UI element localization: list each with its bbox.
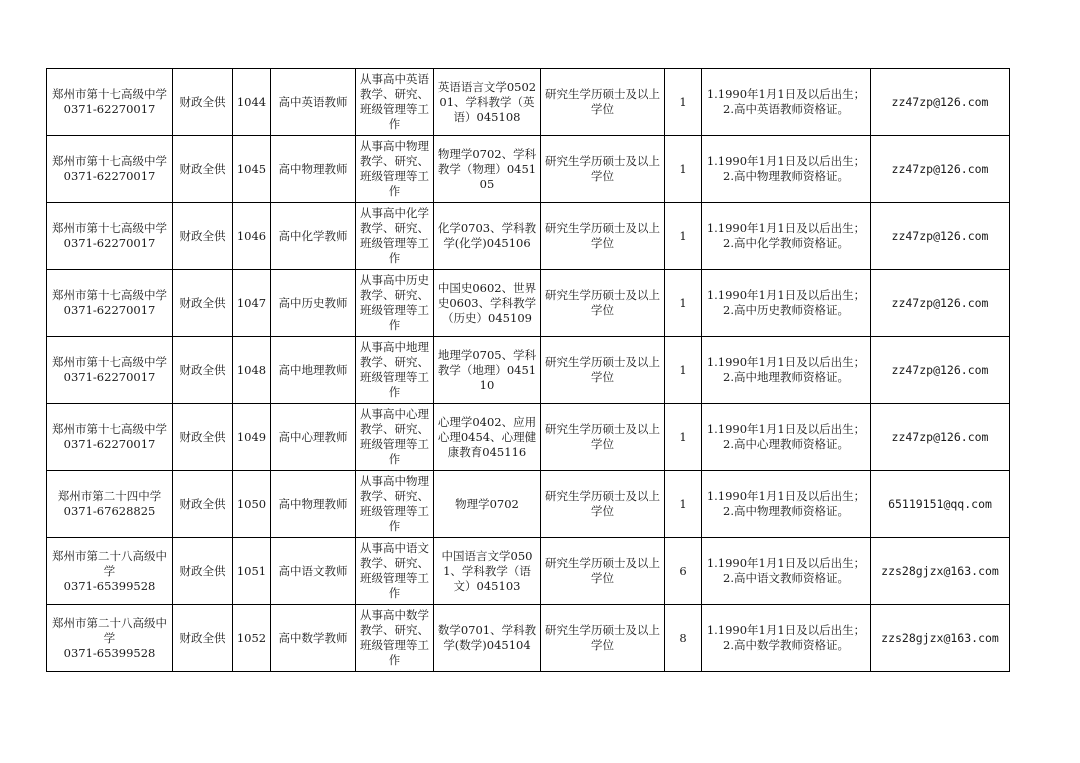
unit-cell: [47, 69, 173, 136]
education-cell: 研究生学历硕士及以上学位: [541, 136, 665, 203]
table-row: [47, 136, 1010, 203]
major-cell: 化学0703、学科教学(化学)045106: [434, 203, 541, 270]
position-name-cell: 高中心理教师: [271, 404, 356, 471]
unit-name: 郑州市第十七高级中学: [52, 154, 167, 168]
funding-cell: 财政全供: [173, 69, 233, 136]
unit-name: 郑州市第十七高级中学: [52, 355, 167, 369]
requirement-certificate: 2.高中物理教师资格证。: [723, 504, 849, 518]
table-row: [47, 404, 1010, 471]
email-cell: 65119151@qq.com: [871, 471, 1010, 538]
requirement-certificate: 2.高中地理教师资格证。: [723, 370, 849, 384]
unit-name: 郑州市第十七高级中学: [52, 87, 167, 101]
major-cell: 中国语言文学0501、学科教学（语文）045103: [434, 538, 541, 605]
duties-cell: 从事高中物理教学、研究、班级管理等工作: [356, 136, 434, 203]
education-cell: 研究生学历硕士及以上学位: [541, 538, 665, 605]
unit-cell: [47, 337, 173, 404]
email-cell: zz47zp@126.com: [871, 69, 1010, 136]
duties-cell: 从事高中地理教学、研究、班级管理等工作: [356, 337, 434, 404]
requirement-birth: 1.1990年1月1日及以后出生；: [706, 556, 866, 570]
unit-phone: 0371-65399528: [63, 578, 156, 593]
headcount-cell: 1: [665, 337, 702, 404]
requirement-birth: 1.1990年1月1日及以后出生；: [706, 87, 866, 101]
email-cell: zz47zp@126.com: [871, 337, 1010, 404]
table-row: [47, 69, 1010, 136]
requirements-cell: [702, 136, 871, 203]
email-cell: zz47zp@126.com: [871, 136, 1010, 203]
major-cell: 物理学0702: [434, 471, 541, 538]
position-name-cell: 高中语文教师: [271, 538, 356, 605]
requirement-birth: 1.1990年1月1日及以后出生；: [706, 489, 866, 503]
funding-cell: 财政全供: [173, 471, 233, 538]
headcount-cell: 1: [665, 136, 702, 203]
requirement-certificate: 2.高中语文教师资格证。: [723, 571, 849, 585]
unit-phone: 0371-62270017: [63, 370, 156, 384]
duties-cell: 从事高中物理教学、研究、班级管理等工作: [356, 471, 434, 538]
education-cell: 研究生学历硕士及以上学位: [541, 471, 665, 538]
headcount-cell: 1: [665, 270, 702, 337]
requirement-birth: 1.1990年1月1日及以后出生；: [706, 422, 866, 436]
headcount-cell: 1: [665, 203, 702, 270]
major-cell: 英语语言文学050201、学科教学（英语）045108: [434, 69, 541, 136]
headcount-cell: 6: [665, 538, 702, 605]
unit-phone: 0371-62270017: [63, 437, 156, 451]
requirements-cell: [702, 270, 871, 337]
unit-phone: 0371-67628825: [63, 504, 156, 518]
position-code-cell: 1045: [233, 136, 271, 203]
funding-cell: 财政全供: [173, 605, 233, 672]
unit-phone: 0371-62270017: [63, 236, 156, 250]
major-cell: 数学0701、学科教学(数学)045104: [434, 605, 541, 672]
table-row: [47, 605, 1010, 672]
funding-cell: 财政全供: [173, 538, 233, 605]
headcount-cell: 8: [665, 605, 702, 672]
major-cell: 心理学0402、应用心理0454、心理健康教育045116: [434, 404, 541, 471]
unit-name: 郑州市第二十八高级中学: [52, 548, 167, 578]
unit-name: 郑州市第十七高级中学: [52, 288, 167, 302]
education-cell: 研究生学历硕士及以上学位: [541, 270, 665, 337]
email-cell: zz47zp@126.com: [871, 270, 1010, 337]
position-code-cell: 1050: [233, 471, 271, 538]
requirement-birth: 1.1990年1月1日及以后出生；: [706, 355, 866, 369]
requirement-certificate: 2.高中历史教师资格证。: [723, 303, 849, 317]
unit-phone: 0371-62270017: [63, 303, 156, 317]
requirements-cell: [702, 471, 871, 538]
education-cell: 研究生学历硕士及以上学位: [541, 404, 665, 471]
email-cell: zz47zp@126.com: [871, 203, 1010, 270]
major-cell: 物理学0702、学科教学（物理）045105: [434, 136, 541, 203]
table-row: [47, 337, 1010, 404]
funding-cell: 财政全供: [173, 270, 233, 337]
position-code-cell: 1047: [233, 270, 271, 337]
unit-name: 郑州市第二十四中学: [57, 489, 162, 503]
requirements-cell: [702, 404, 871, 471]
requirement-certificate: 2.高中数学教师资格证。: [723, 638, 849, 652]
recruitment-table: [46, 68, 1010, 672]
requirements-cell: [702, 337, 871, 404]
email-cell: zzs28gjzx@163.com: [871, 538, 1010, 605]
email-cell: zz47zp@126.com: [871, 404, 1010, 471]
education-cell: 研究生学历硕士及以上学位: [541, 337, 665, 404]
major-cell: 中国史0602、世界史0603、学科教学（历史）045109: [434, 270, 541, 337]
requirement-certificate: 2.高中心理教师资格证。: [723, 437, 849, 451]
requirement-birth: 1.1990年1月1日及以后出生；: [706, 288, 866, 302]
funding-cell: 财政全供: [173, 203, 233, 270]
position-code-cell: 1052: [233, 605, 271, 672]
headcount-cell: 1: [665, 471, 702, 538]
unit-cell: [47, 136, 173, 203]
email-cell: zzs28gjzx@163.com: [871, 605, 1010, 672]
requirements-cell: [702, 605, 871, 672]
table-body: [47, 69, 1010, 672]
unit-cell: [47, 203, 173, 270]
requirements-cell: [702, 538, 871, 605]
unit-cell: [47, 538, 173, 605]
table-row: [47, 471, 1010, 538]
position-name-cell: 高中历史教师: [271, 270, 356, 337]
unit-cell: [47, 404, 173, 471]
requirement-birth: 1.1990年1月1日及以后出生；: [706, 221, 866, 235]
position-name-cell: 高中英语教师: [271, 69, 356, 136]
duties-cell: 从事高中化学教学、研究、班级管理等工作: [356, 203, 434, 270]
funding-cell: 财政全供: [173, 404, 233, 471]
unit-cell: [47, 471, 173, 538]
position-code-cell: 1051: [233, 538, 271, 605]
education-cell: 研究生学历硕士及以上学位: [541, 69, 665, 136]
funding-cell: 财政全供: [173, 337, 233, 404]
unit-phone: 0371-62270017: [63, 102, 156, 116]
duties-cell: 从事高中心理教学、研究、班级管理等工作: [356, 404, 434, 471]
major-cell: 地理学0705、学科教学（地理）045110: [434, 337, 541, 404]
position-name-cell: 高中物理教师: [271, 136, 356, 203]
position-code-cell: 1044: [233, 69, 271, 136]
duties-cell: 从事高中数学教学、研究、班级管理等工作: [356, 605, 434, 672]
duties-cell: 从事高中语文教学、研究、班级管理等工作: [356, 538, 434, 605]
unit-name: 郑州市第二十八高级中学: [52, 615, 167, 645]
requirement-birth: 1.1990年1月1日及以后出生；: [706, 623, 866, 637]
unit-cell: [47, 605, 173, 672]
education-cell: 研究生学历硕士及以上学位: [541, 203, 665, 270]
position-name-cell: 高中化学教师: [271, 203, 356, 270]
unit-phone: 0371-62270017: [63, 169, 156, 183]
position-code-cell: 1046: [233, 203, 271, 270]
unit-name: 郑州市第十七高级中学: [52, 422, 167, 436]
position-name-cell: 高中地理教师: [271, 337, 356, 404]
duties-cell: 从事高中历史教学、研究、班级管理等工作: [356, 270, 434, 337]
headcount-cell: 1: [665, 404, 702, 471]
requirement-certificate: 2.高中化学教师资格证。: [723, 236, 849, 250]
requirements-cell: [702, 203, 871, 270]
unit-phone: 0371-65399528: [63, 645, 156, 660]
table-row: [47, 538, 1010, 605]
position-code-cell: 1048: [233, 337, 271, 404]
duties-cell: 从事高中英语教学、研究、班级管理等工作: [356, 69, 434, 136]
unit-cell: [47, 270, 173, 337]
requirement-birth: 1.1990年1月1日及以后出生；: [706, 154, 866, 168]
headcount-cell: 1: [665, 69, 702, 136]
requirements-cell: [702, 69, 871, 136]
position-name-cell: 高中物理教师: [271, 471, 356, 538]
education-cell: 研究生学历硕士及以上学位: [541, 605, 665, 672]
table-row: [47, 270, 1010, 337]
requirement-certificate: 2.高中物理教师资格证。: [723, 169, 849, 183]
table-row: [47, 203, 1010, 270]
requirement-certificate: 2.高中英语教师资格证。: [723, 102, 849, 116]
position-name-cell: 高中数学教师: [271, 605, 356, 672]
position-code-cell: 1049: [233, 404, 271, 471]
funding-cell: 财政全供: [173, 136, 233, 203]
unit-name: 郑州市第十七高级中学: [52, 221, 167, 235]
